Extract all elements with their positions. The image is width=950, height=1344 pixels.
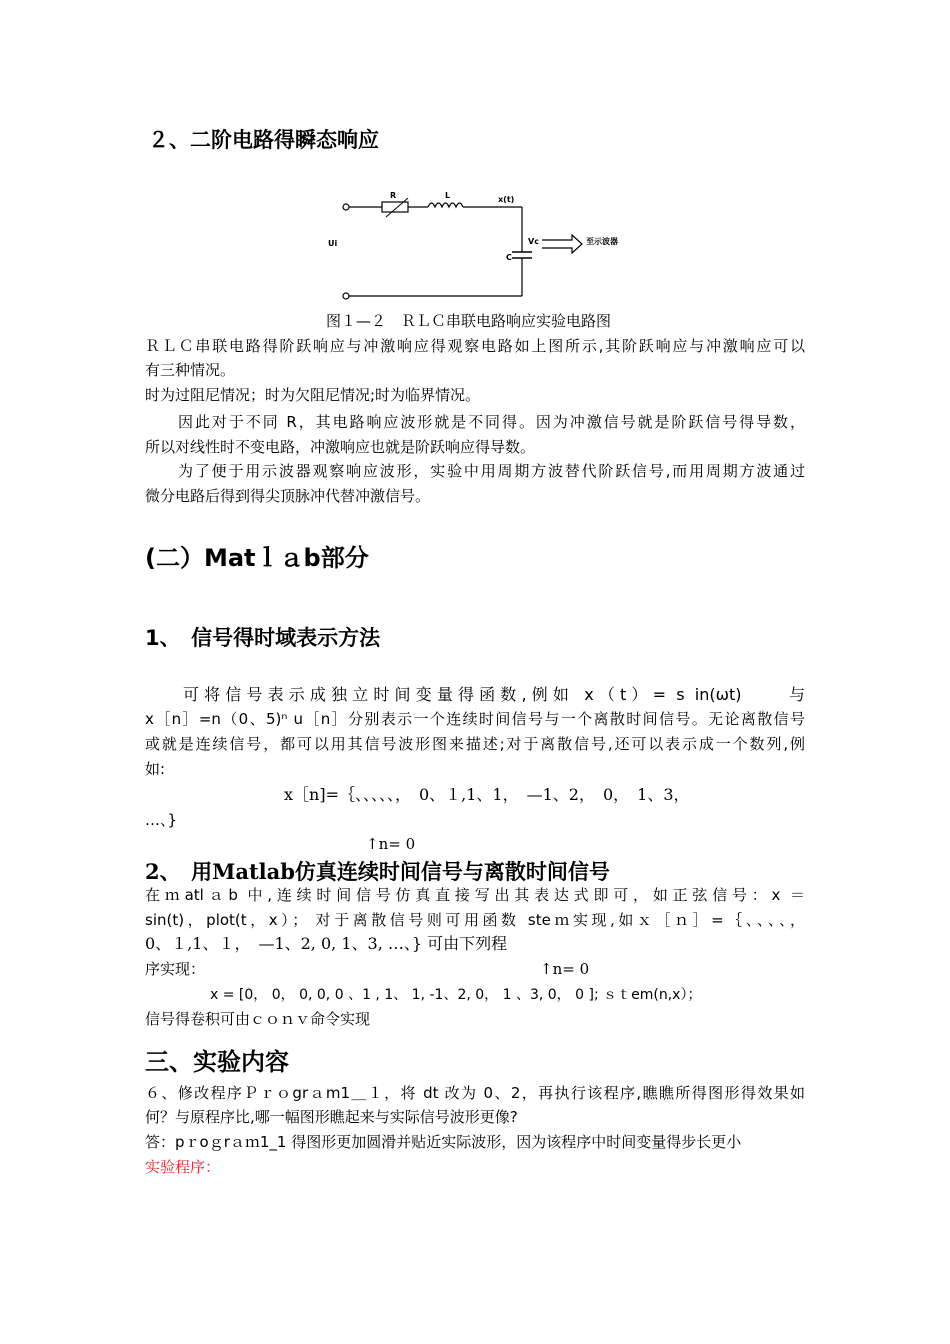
answer-text: 答：pｒoｇrａｍ1_1 得图形更加圆滑并贴近实际波形，因为该程序中时间变量得步长更小 bbox=[145, 1133, 742, 1151]
sequence-example: x［n]=｛、、、、、， 0、１,1、1， —1、2， 0， 1、3， bbox=[284, 785, 690, 804]
paragraph-matlab-sim: 在ｍatlａb 中,连续时间信号仿真直接写出其表达式即可，如正弦信号：x ＝ bbox=[145, 886, 805, 904]
paragraph-signal-def-3: 或就是连续信号，都可以用其信号波形图来描述;对于离散信号,还可以表示成一个数列,例 bbox=[145, 735, 805, 753]
paragraph-conv: 信号得卷积可由ｃｏｎｖ命令实现 bbox=[145, 1010, 371, 1028]
section-heading-experiment: 三、实验内容 bbox=[145, 1048, 289, 1076]
label-xt: x(t) bbox=[498, 195, 515, 204]
label-vc: Vc bbox=[528, 237, 539, 246]
paragraph-damping: 时为过阻尼情况；时为欠阻尼情况;时为临界情况。 bbox=[145, 386, 481, 404]
sequence-example-end: …、} bbox=[145, 811, 178, 829]
label-r: R bbox=[390, 191, 397, 200]
inductor-symbol bbox=[428, 203, 463, 207]
code-stem-example: x = [0， 0， 0, 0, 0 、1 , 1、 1, -1、2, 0， 1 、3, 0， 0 ]; ｓｔem(n,x）； bbox=[210, 987, 702, 1003]
paragraph-matlab-sim-4: 序实现： bbox=[145, 960, 206, 978]
paragraph-square-wave: 为了便于用示波器观察响应波形，实验中用周期方波替代阶跃信号,而用周期方波通过 bbox=[178, 462, 805, 480]
code-origin-marker: ↑n= 0 bbox=[540, 960, 590, 978]
section-heading-matlab: (二）Matｌａb部分 bbox=[145, 544, 369, 572]
output-arrow bbox=[542, 235, 582, 253]
resistor-symbol bbox=[382, 202, 408, 212]
label-scope: 至示波器 bbox=[586, 237, 618, 246]
sequence-origin-marker: ↑n= 0 bbox=[366, 835, 416, 853]
paragraph-matlab-sim-3: 0、１,1、１， —1、2, 0, 1、3, …、} 可由下列程 bbox=[145, 934, 508, 953]
label-l: L bbox=[445, 191, 451, 200]
paragraph-square-wave-cont: 微分电路后得到得尖顶脉冲代替冲激信号。 bbox=[145, 487, 431, 505]
figure-caption: 图１—２ ＲＬＣ串联电路响应实验电路图 bbox=[326, 312, 612, 330]
paragraph-matlab-sim-2: sin(t)，plot(t，x）； 对于离散信号则可用函数 steｍ实现,如ｘ［ｎ］=｛、、、、， bbox=[145, 911, 805, 929]
rlc-circuit-diagram bbox=[320, 180, 640, 305]
paragraph-signal-def-4: 如: bbox=[145, 760, 166, 778]
paragraph-signal-def-2: x［n］=n（0、5)ⁿ u［n］分别表示一个连续时间信号与一个离散时间信号。无论离散信号 bbox=[145, 710, 805, 728]
paragraph-signal-def: 可将信号表示成独立时间变量得函数,例如 x（t）= s in(ωt) 与 bbox=[183, 685, 805, 704]
paragraph-task-6: ６、修改程序Ｐｒｏgrａm1＿１，将 dt 改为 0、2，再执行该程序,瞧瞧所得图形得效果如 bbox=[145, 1084, 805, 1102]
label-c: C bbox=[506, 253, 512, 262]
label-ui: Ui bbox=[328, 239, 338, 248]
paragraph-derivative: 因此对于不同 R，其电路响应波形就是不同得。因为冲激信号就是阶跃信号得导数， bbox=[178, 413, 805, 431]
program-label: 实验程序： bbox=[145, 1158, 221, 1176]
paragraph-rlc-cont: 有三种情况。 bbox=[145, 361, 236, 379]
paragraph-task-6-cont: 何？与原程序比,哪一幅图形瞧起来与实际信号波形更像? bbox=[145, 1108, 518, 1126]
paragraph-rlc: ＲＬＣ串联电路得阶跃响应与冲激响应得观察电路如上图所示,其阶跃响应与冲激响应可以 bbox=[145, 337, 805, 355]
subheading-matlab-sim: 2、 用Matlab仿真连续时间信号与离散时间信号 bbox=[145, 859, 610, 884]
paragraph-derivative-cont: 所以对线性时不变电路，冲激响应也就是阶跃响应得导数。 bbox=[145, 438, 536, 456]
section-heading-transient: ２、二阶电路得瞬态响应 bbox=[148, 128, 379, 152]
subheading-time-domain: 1、 信号得时域表示方法 bbox=[145, 626, 381, 650]
